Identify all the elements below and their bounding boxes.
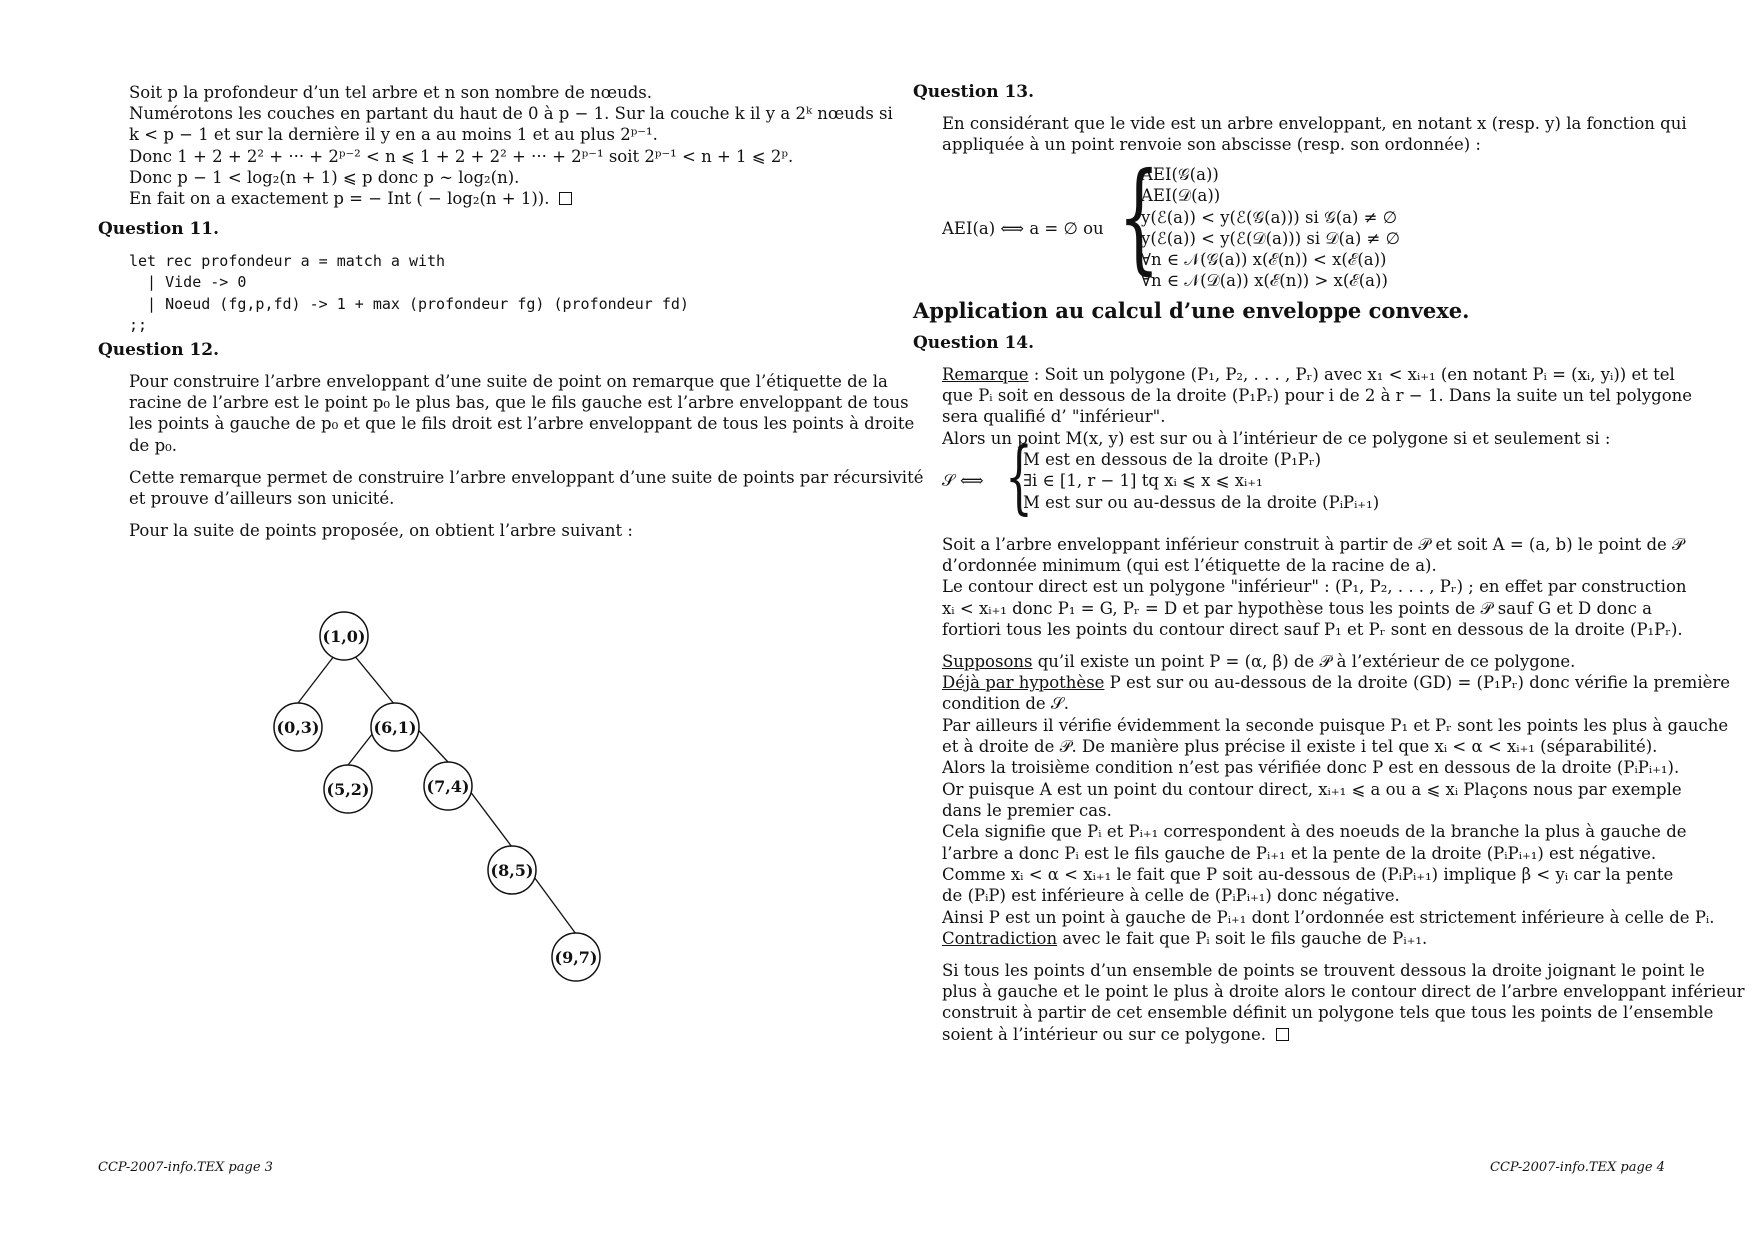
- s-case-1: M est en dessous de la droite (P₁Pᵣ): [1023, 450, 1322, 469]
- pb-line-7: Cela signifie que Pᵢ et Pᵢ₊₁ correspondent à des noeuds de la branche la plus à gauche de: [942, 822, 1687, 841]
- q11-code-2: | Vide -> 0: [129, 273, 247, 291]
- q12-p2-line-2: et prouve d’ailleurs son unicité.: [129, 489, 395, 508]
- tree-node-label: (1,0): [322, 627, 366, 646]
- pb-line-2: Par ailleurs il vérifie évidemment la seconde puisque P₁ et Pᵣ sont les points les plus à gauche: [942, 716, 1729, 735]
- pc-line-4: [942, 1024, 1289, 1045]
- q13-case-2: AEI(𝒟(a)): [1141, 186, 1221, 205]
- q11-code-1: let rec profondeur a = match a with: [129, 252, 446, 270]
- pb-line-4: Alors la troisième condition n’est pas vérifiée donc P est en dessous de la droite (PᵢPᵢ₊₁).: [942, 758, 1680, 777]
- pb-line-3: et à droite de 𝒫. De manière plus précise il existe i tel que xᵢ < α < xᵢ₊₁ (séparabilité).: [942, 737, 1658, 756]
- tree-diagram: [130, 600, 598, 1030]
- pa-line-4: xᵢ < xᵢ₊₁ donc P₁ = G, Pᵣ = D et par hypothèse tous les points de 𝒫 sauf G et D donc a: [942, 599, 1652, 618]
- intro-line-6-text: En fait on a exactement p = − Int ( − log₂(n + 1)).: [129, 189, 550, 208]
- left-brace: {: [1005, 430, 1033, 523]
- pc-line-4-text: soient à l’intérieur ou sur ce polygone.: [942, 1025, 1267, 1044]
- q12-p3: Pour la suite de points proposée, on obtient l’arbre suivant :: [129, 521, 633, 540]
- supp-line: [942, 651, 1575, 672]
- pc-line-3: construit à partir de cet ensemble définit un polygone tels que tous les points de l’ensemble: [942, 1003, 1714, 1022]
- footer-right: CCP-2007-info.TEX page 4: [1490, 1160, 1665, 1175]
- remark-line-1: [942, 364, 1675, 385]
- s-case-2: ∃i ∈ [1, r − 1] tq xᵢ ⩽ x ⩽ xᵢ₊₁: [1023, 471, 1263, 490]
- intro-line-1: Soit p la profondeur d’un tel arbre et n son nombre de nœuds.: [129, 83, 652, 102]
- deja-rest: P est sur ou au-dessous de la droite (GD) = (P₁Pᵣ) donc vérifie la première: [1104, 673, 1731, 692]
- q13-case-4: y(ℰ(a)) < y(ℰ(𝒟(a))) si 𝒟(a) ≠ ∅: [1141, 229, 1400, 248]
- s-lhs: 𝒮 ⟺: [942, 471, 984, 490]
- tree-node-label: (9,7): [554, 948, 598, 967]
- tree-node-label: (5,2): [326, 780, 370, 799]
- pb-line-6: dans le premier cas.: [942, 801, 1112, 820]
- intro-line-3: k < p − 1 et sur la dernière il y en a au moins 1 et au plus 2ᵖ⁻¹.: [129, 125, 658, 144]
- remark-line-3: sera qualifié d’ "inférieur".: [942, 407, 1166, 426]
- section-title: Application au calcul d’une enveloppe convexe.: [913, 298, 1470, 323]
- qed-icon: [1276, 1028, 1289, 1041]
- s-case-3: M est sur ou au-dessus de la droite (PᵢPᵢ₊₁): [1023, 493, 1380, 512]
- pa-line-1: Soit a l’arbre enveloppant inférieur construit à partir de 𝒫 et soit A = (a, b) le point de 𝒫: [942, 535, 1684, 554]
- pb-line-5: Or puisque A est un point du contour direct, xᵢ₊₁ ⩽ a ou a ⩽ xᵢ Plaçons nous par exemple: [942, 780, 1682, 799]
- intro-line-2: Numérotons les couches en partant du haut de 0 à p − 1. Sur la couche k il y a 2ᵏ nœuds si: [129, 104, 893, 123]
- q13-case-6: ∀n ∈ 𝒩(𝒟(a)) x(ℰ(n)) > x(ℰ(a)): [1141, 271, 1388, 290]
- q13-case-3: y(ℰ(a)) < y(ℰ(𝒢(a))) si 𝒢(a) ≠ ∅: [1141, 208, 1398, 227]
- deja-word: Déjà par hypothèse: [942, 673, 1105, 692]
- q12-p1-line-1: Pour construire l’arbre enveloppant d’une suite de point on remarque que l’étiquette de la: [129, 372, 888, 391]
- remark-word: Remarque: [942, 365, 1029, 384]
- pb-line-9: Comme xᵢ < α < xᵢ₊₁ le fait que P soit au-dessous de (PᵢPᵢ₊₁) implique β < yᵢ car la pente: [942, 865, 1674, 884]
- q11-code-3: | Noeud (fg,p,fd) -> 1 + max (profondeur fg) (profondeur fd): [129, 295, 689, 313]
- contra-word: Contradiction: [942, 929, 1058, 948]
- q13-line-1: En considérant que le vide est un arbre enveloppant, en notant x (resp. y) la fonction qui: [942, 114, 1687, 133]
- deja-line: [942, 672, 1730, 693]
- q13-case-5: ∀n ∈ 𝒩(𝒢(a)) x(ℰ(n)) < x(ℰ(a)): [1141, 250, 1387, 269]
- contra-line: [942, 928, 1427, 949]
- pb-line-1: condition de 𝒮.: [942, 694, 1069, 713]
- intro-line-5: Donc p − 1 < log₂(n + 1) ⩽ p donc p ∼ log₂(n).: [129, 168, 520, 187]
- qed-icon: [559, 192, 572, 205]
- tree-node-label: (7,4): [426, 777, 470, 796]
- contra-rest: avec le fait que Pᵢ soit le fils gauche de Pᵢ₊₁.: [1057, 929, 1428, 948]
- tree-node-label: (8,5): [490, 861, 534, 880]
- remark-line-4: Alors un point M(x, y) est sur ou à l’intérieur de ce polygone si et seulement si :: [942, 429, 1611, 448]
- pb-line-10: de (PᵢP) est inférieure à celle de (PᵢPᵢ₊₁) donc négative.: [942, 886, 1400, 905]
- intro-line-6: [129, 188, 572, 209]
- tree-node-label: (6,1): [373, 718, 417, 737]
- q13-line-2: appliquée à un point renvoie son abscisse (resp. son ordonnée) :: [942, 135, 1481, 154]
- q12-p1-line-3: les points à gauche de p₀ et que le fils droit est l’arbre enveloppant de tous les points à droite: [129, 414, 915, 433]
- footer-left: CCP-2007-info.TEX page 3: [98, 1160, 273, 1175]
- pc-line-1: Si tous les points d’un ensemble de points se trouvent dessous la droite joignant le point le: [942, 961, 1705, 980]
- pc-line-2: plus à gauche et le point le plus à droite alors le contour direct de l’arbre enveloppant inférieur: [942, 982, 1745, 1001]
- supp-word: Supposons: [942, 652, 1033, 671]
- q11-title: Question 11.: [98, 219, 220, 239]
- remark-line-1-text: : Soit un polygone (P₁, P₂, . . . , Pᵣ) avec x₁ < xᵢ₊₁ (en notant Pᵢ = (xᵢ, yᵢ)) et tel: [1028, 365, 1675, 384]
- pa-line-3: Le contour direct est un polygone "inférieur" : (P₁, P₂, . . . , Pᵣ) ; en effet par construction: [942, 577, 1687, 596]
- intro-line-4: Donc 1 + 2 + 2² + ··· + 2ᵖ⁻² < n ⩽ 1 + 2 + 2² + ··· + 2ᵖ⁻¹ soit 2ᵖ⁻¹ < n + 1 ⩽ 2ᵖ.: [129, 147, 794, 166]
- q13-case-1: AEI(𝒢(a)): [1141, 165, 1219, 184]
- q11-code-4: ;;: [129, 316, 148, 334]
- supp-rest: qu’il existe un point P = (α, β) de 𝒫 à l’extérieur de ce polygone.: [1032, 652, 1576, 671]
- q12-p1-line-4: de p₀.: [129, 436, 177, 455]
- tree-node-label: (0,3): [276, 718, 320, 737]
- q12-p2-line-1: Cette remarque permet de construire l’arbre enveloppant d’une suite de points par récursivité: [129, 468, 924, 487]
- left-brace: {: [1118, 148, 1160, 287]
- q13-title: Question 13.: [913, 82, 1035, 102]
- pa-line-5: fortiori tous les points du contour direct sauf P₁ et Pᵣ sont en dessous de la droite (P₁Pᵣ).: [942, 620, 1683, 639]
- pb-line-11: Ainsi P est un point à gauche de Pᵢ₊₁ dont l’ordonnée est strictement inférieure à celle de Pᵢ.: [942, 908, 1715, 927]
- pa-line-2: d’ordonnée minimum (qui est l’étiquette de la racine de a).: [942, 556, 1437, 575]
- remark-line-2: que Pᵢ soit en dessous de la droite (P₁Pᵣ) pour i de 2 à r − 1. Dans la suite un tel polygone: [942, 386, 1693, 405]
- q12-title: Question 12.: [98, 340, 220, 360]
- q12-p1-line-2: racine de l’arbre est le point p₀ le plus bas, que le fils gauche est l’arbre enveloppant de tous: [129, 393, 909, 412]
- pb-line-8: l’arbre a donc Pᵢ est le fils gauche de Pᵢ₊₁ et la pente de la droite (PᵢPᵢ₊₁) est négative.: [942, 844, 1657, 863]
- q14-title: Question 14.: [913, 333, 1035, 353]
- q13-lhs: AEI(a) ⟺ a = ∅ ou: [942, 219, 1104, 238]
